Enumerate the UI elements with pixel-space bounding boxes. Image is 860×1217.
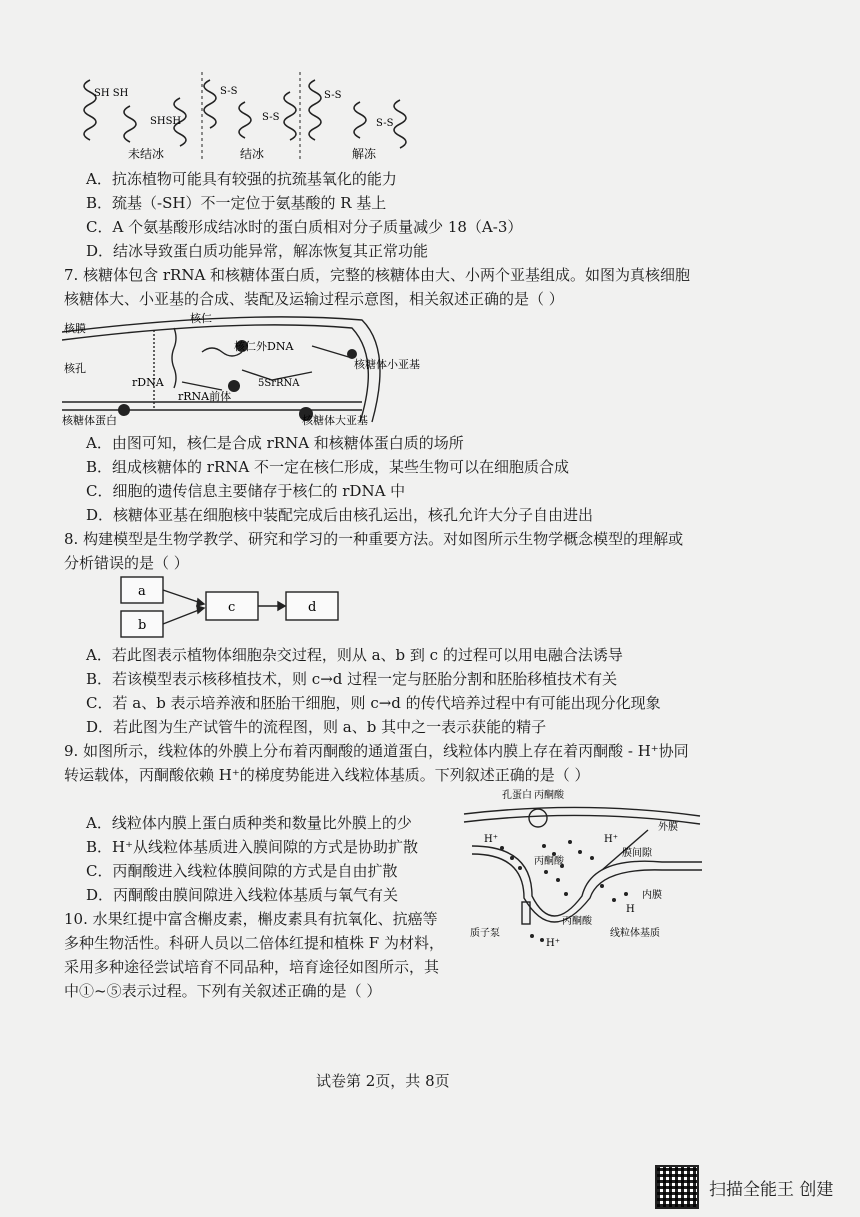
ice-protein-figure [70, 72, 430, 164]
label-nuclear-membrane: 核膜 [64, 322, 86, 335]
label-pyruvate-mid: 丙酮酸 [534, 856, 564, 867]
q8-option-d: D．若此图为生产试管牛的流程图，则 a、b 其中之一表示获能的精子 [86, 718, 547, 736]
fig1-label-6: S-S [376, 118, 394, 129]
label-5srrna: 5SrRNA [258, 378, 300, 389]
q9-option-a: A．线粒体内膜上蛋白质种类和数量比外膜上的少 [86, 814, 412, 832]
label-outer-membrane: 外膜 [658, 822, 678, 833]
label-pyruvate-top: 丙酮酸 [534, 790, 564, 801]
q8-option-b: B．若该模型表示核移植技术，则 c→d 过程一定与胚胎分割和胚胎移植技术有关 [86, 670, 618, 688]
qr-code-icon [655, 1165, 699, 1209]
label-h-bottom: H⁺ [546, 938, 560, 946]
q6-option-a: A．抗冻植物可能具有较强的抗巯基氧化的能力 [86, 170, 397, 188]
q9-option-c: C．丙酮酸进入线粒体膜间隙的方式是自由扩散 [86, 862, 398, 880]
q7-stem-line2: 核糖体大、小亚基的合成、装配及运输过程示意图，相关叙述正确的是（ ） [64, 290, 564, 308]
q7-option-d: D．核糖体亚基在细胞核中装配完成后由核孔运出，核孔允许大分子自由进出 [86, 506, 594, 524]
q8-stem-line2: 分析错误的是（ ） [64, 554, 189, 572]
label-inner-membrane: 内膜 [642, 890, 662, 901]
label-rdna: rDNA [132, 376, 164, 389]
q9-stem-line1: 9. 如图所示，线粒体的外膜上分布着丙酮酸的通道蛋白，线粒体内膜上存在着丙酮酸 - H⁺协同 [64, 742, 689, 760]
fig1-caption-frozen: 结冰 [240, 147, 265, 161]
box-c: c [228, 600, 236, 615]
concept-model-figure [118, 574, 348, 640]
q6-option-c: C．A 个氨基酸形成结冰时的蛋白质相对分子质量减少 18（A-3） [86, 218, 523, 236]
label-h-right: H⁺ [604, 834, 618, 845]
q6-option-d: D．结冰导致蛋白质功能异常，解冻恢复其正常功能 [86, 242, 429, 260]
q10-stem-line1: 10. 水果红提中富含槲皮素，槲皮素具有抗氧化、抗癌等 [64, 910, 438, 928]
q10-stem-line2: 多种生物活性。科研人员以二倍体红提和植株 F 为材料， [64, 934, 444, 952]
fig1-caption-thawed: 解冻 [352, 147, 377, 161]
ribosome-figure [62, 310, 442, 428]
q6-option-b: B．巯基（-SH）不一定位于氨基酸的 R 基上 [86, 194, 387, 212]
label-pyruvate-low: 丙酮酸 [562, 916, 592, 927]
label-nuclear-pore: 核孔 [64, 362, 86, 375]
scanner-watermark [655, 1165, 833, 1209]
label-rrna-precursor: rRNA前体 [178, 390, 232, 403]
fig1-label-4: S-S [262, 112, 280, 123]
q9-option-d: D．丙酮酸由膜间隙进入线粒体基质与氧气有关 [86, 886, 399, 904]
fig1-label-1: SH SH [94, 88, 129, 99]
label-h-left: H⁺ [484, 834, 498, 845]
label-nucleolus: 核仁 [190, 312, 212, 325]
box-d: d [308, 600, 317, 615]
page-footer: 试卷第 2页，共 8页 [316, 1072, 450, 1090]
q9-stem-line2: 转运载体，丙酮酸依赖 H⁺的梯度势能进入线粒体基质。下列叙述正确的是（ ） [64, 766, 590, 784]
fig1-label-2: SHSH [150, 116, 182, 127]
label-proton-pump: 质子泵 [470, 928, 500, 939]
fig1-label-5: S-S [324, 90, 342, 101]
label-large-subunit: 核糖体大亚基 [302, 414, 368, 427]
q7-stem-line1: 7. 核糖体包含 rRNA 和核糖体蛋白质，完整的核糖体由大、小两个亚基组成。如图为真核细胞 [64, 266, 691, 284]
q9-option-b: B．H⁺从线粒体基质进入膜间隙的方式是协助扩散 [86, 838, 419, 856]
box-a: a [138, 584, 146, 599]
label-intermembrane-space: 膜间隙 [622, 848, 652, 859]
q10-stem-line3: 采用多种途径尝试培育不同品种，培育途径如图所示，其 [64, 958, 440, 976]
label-h-low: H [626, 904, 635, 915]
fig1-caption-unfrozen: 未结冰 [128, 147, 165, 161]
q7-option-a: A．由图可知，核仁是合成 rRNA 和核糖体蛋白质的场所 [86, 434, 464, 452]
scanner-label: 扫描全能王 创建 [709, 1179, 834, 1200]
label-small-subunit: 核糖体小亚基 [354, 358, 420, 371]
q7-option-b: B．组成核糖体的 rRNA 不一定在核仁形成，某些生物可以在细胞质合成 [86, 458, 569, 476]
box-b: b [138, 618, 147, 633]
q8-stem-line1: 8. 构建模型是生物学教学、研究和学习的一种重要方法。对如图所示生物学概念模型的理解或 [64, 530, 684, 548]
q8-option-c: C．若 a、b 表示培养液和胚胎干细胞，则 c→d 的传代培养过程中有可能出现分化现象 [86, 694, 661, 712]
mitochondria-figure [462, 786, 712, 946]
q8-option-a: A．若此图表示植物体细胞杂交过程，则从 a、b 到 c 的过程可以用电融合法诱导 [86, 646, 623, 664]
label-extra-nucleolar-dna: 核仁外DNA [234, 340, 294, 353]
label-matrix: 线粒体基质 [610, 928, 660, 939]
q7-option-c: C．细胞的遗传信息主要储存于核仁的 rDNA 中 [86, 482, 406, 500]
label-pore-protein: 孔蛋白 [502, 790, 532, 801]
label-ribosomal-protein: 核糖体蛋白 [62, 414, 117, 427]
fig1-label-3: S-S [220, 86, 238, 97]
q10-stem-line4: 中①~⑤表示过程。下列有关叙述正确的是（ ） [64, 982, 382, 1000]
